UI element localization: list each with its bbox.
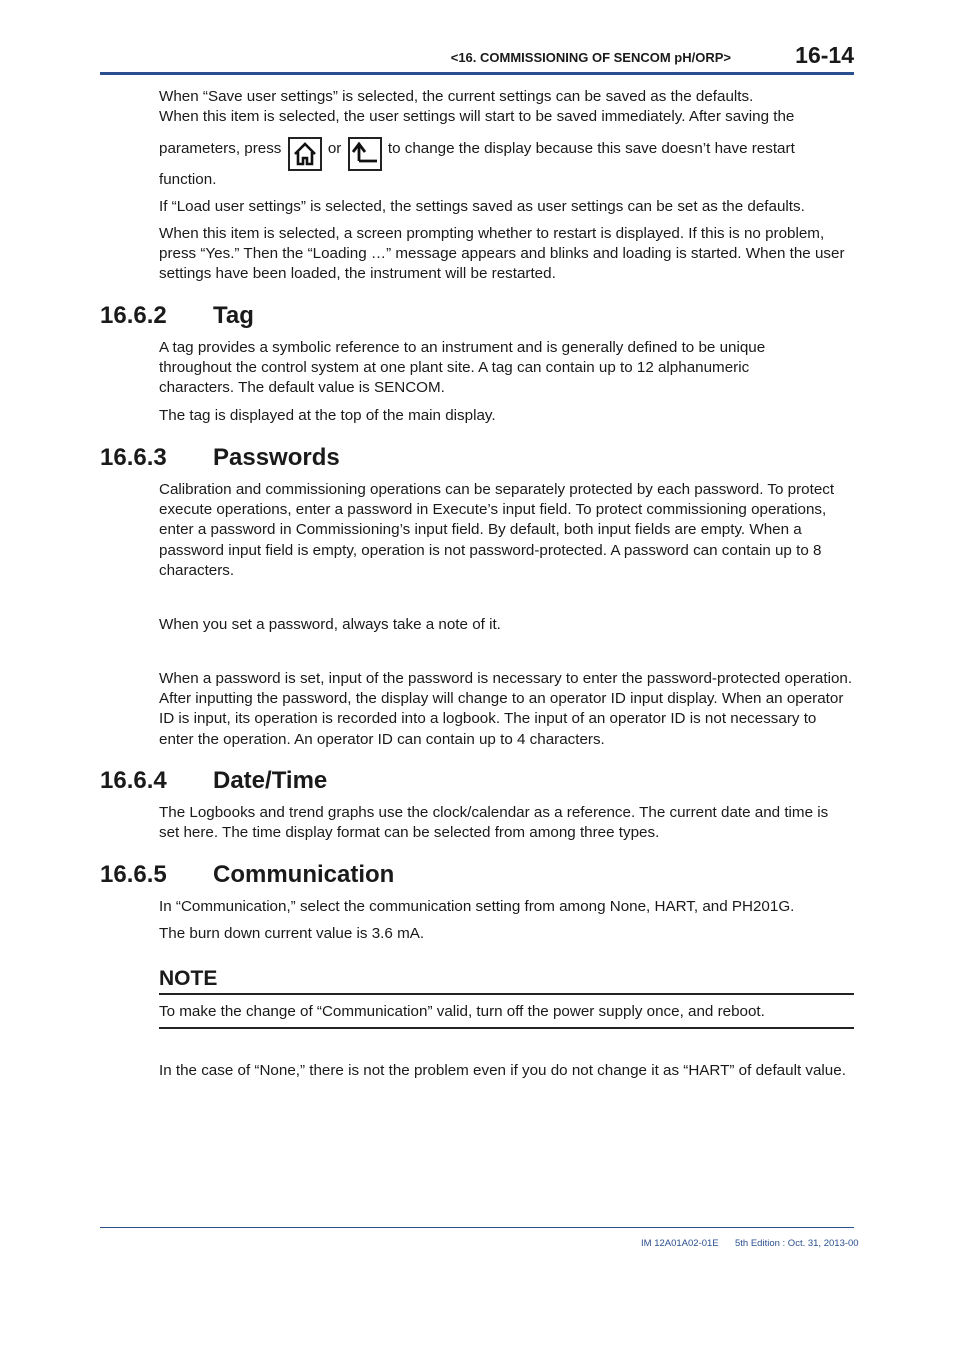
passwords-paragraph-2: When you set a password, always take a note of it. — [159, 616, 501, 633]
intro-line-2: When this item is selected, the user settings will start to be saved immediately. After saving the — [159, 108, 795, 126]
tag-paragraph-2: The tag is displayed at the top of the main display. — [159, 407, 496, 424]
intro-paragraph-3: When this item is selected, a screen prompting whether to restart is displayed. If this is no problem, press “Yes.” Then the “Loading …” message appears and blinks and loading is started. When the user settings have been loaded, the instrument will be restarted. — [159, 225, 845, 283]
intro-line-1: When “Save user settings” is selected, the current settings can be saved as the defaults. — [159, 88, 754, 105]
intro-paragraph-2: If “Load user settings” is selected, the settings saved as user settings can be set as the defaults. — [159, 198, 805, 215]
return-arrow-key-icon — [348, 137, 382, 171]
home-key-icon — [288, 137, 322, 171]
section-heading-communication — [100, 861, 394, 889]
intro-line-4: function. — [159, 171, 217, 188]
communication-paragraph-1: In “Communication,” select the communication setting from among None, HART, and PH201G. — [159, 898, 795, 915]
intro-after-text: to change the display because this save doesn’t have restart — [387, 140, 795, 157]
header-divider — [100, 72, 854, 75]
section-heading-datetime — [100, 767, 327, 795]
section-heading-tag — [100, 302, 254, 330]
intro-press-text: parameters, press — [159, 140, 282, 157]
section-heading-passwords — [100, 444, 340, 472]
datetime-paragraph-1: The Logbooks and trend graphs use the clock/calendar as a reference. The current date and time is set here. The time display format can be selected from among three types. — [159, 804, 829, 842]
communication-paragraph-3: In the case of “None,” there is not the problem even if you do not change it as “HART” of default value. — [159, 1062, 846, 1079]
section-title: Date/Time — [213, 767, 328, 794]
note-title: NOTE — [159, 967, 218, 990]
note-bottom-rule — [159, 1027, 854, 1029]
note-top-rule — [159, 993, 854, 995]
page-number: 16-14 — [795, 42, 854, 68]
tag-paragraph-1: A tag provides a symbolic reference to an instrument and is generally defined to be unique throughout the control system at one plant site. A tag can contain up to 12 alphanumeric characters. The default value is SENCOM. — [159, 339, 766, 397]
footer-document-id: IM 12A01A02-01E — [641, 1238, 719, 1249]
footer-divider — [100, 1227, 854, 1228]
communication-paragraph-2: The burn down current value is 3.6 mA. — [159, 925, 425, 942]
section-title: Tag — [213, 302, 254, 329]
intro-or-text: or — [327, 140, 342, 157]
section-title: Communication — [213, 861, 395, 888]
passwords-paragraph-1: Calibration and commissioning operations can be separately protected by each password. To protect execute operations, enter a password in Execute’s input field. To protect commissioning operations, enter a password in Commissioning’s input field. By default, both input fields are empty. When a password input field is empty, operation is not password-protected. A password can contain up to 8 characters. — [159, 481, 835, 579]
section-number: 16.6.2 — [100, 302, 167, 329]
passwords-paragraph-3: When a password is set, input of the password is necessary to enter the password-protected operation. After inputting the password, the display will change to an operator ID input display. When an operator ID is input, its operation is recorded into a logbook. The input of an operator ID is not necessary to enter the operation. An operator ID can contain up to 4 characters. — [159, 670, 853, 748]
note-text: To make the change of “Communication” valid, turn off the power supply once, and reboot. — [159, 1003, 765, 1020]
footer-edition: 5th Edition : Oct. 31, 2013-00 — [735, 1238, 859, 1249]
section-number: 16.6.3 — [100, 444, 167, 471]
section-number: 16.6.4 — [100, 767, 167, 794]
intro-paragraph-1-cont — [159, 129, 859, 169]
section-title: Passwords — [213, 444, 340, 471]
header-chapter-title: <16. COMMISSIONING OF SENCOM pH/ORP> — [450, 50, 731, 65]
section-number: 16.6.5 — [100, 861, 167, 888]
intro-paragraph-1 — [159, 87, 859, 127]
